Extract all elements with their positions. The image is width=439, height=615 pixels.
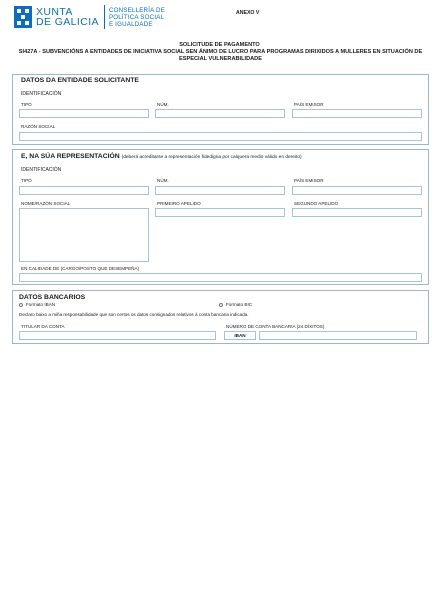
rep-position-field[interactable]: [19, 273, 422, 282]
rep-country-field[interactable]: [292, 186, 422, 195]
rep-num-field[interactable]: [155, 186, 285, 195]
rep-type-field[interactable]: [19, 186, 149, 195]
iban-format-radio[interactable]: [19, 302, 55, 307]
account-holder-field[interactable]: [19, 331, 216, 340]
form-subtitle: SI427A - SUBVENCIÓNS A ENTIDADES DE INICIATIVA SOCIAL SEN ÁNIMO DE LUCRO PARA PROGRAMAS DIRIXIDOS A MULLERES EN SITUACIÓN DE ESPECIAL VULNERABILIDADE: [18, 49, 423, 62]
document-header: [14, 4, 434, 30]
identification-heading: IDENTIFICACIÓN: [21, 167, 62, 173]
entity-section: [12, 74, 429, 145]
account-number-field[interactable]: [259, 331, 417, 340]
annex-label: ANEXO V: [236, 10, 260, 16]
entity-country-field[interactable]: [292, 109, 422, 118]
entity-num-field[interactable]: [155, 109, 285, 118]
bic-format-radio[interactable]: [219, 302, 252, 307]
name-label: NOME/RAZÓN SOCIAL: [21, 201, 71, 206]
type-label: TIPO: [21, 102, 32, 107]
rep-surname1-field[interactable]: [155, 208, 285, 217]
bank-section: [12, 290, 429, 344]
holder-label: TITULAR DA CONTA: [21, 324, 65, 329]
type-label: TIPO: [21, 178, 32, 183]
bank-declaration: Declaro baixo a miña responsabilidade que son certos os datos consignados relativos á conta bancaria indicada.: [19, 312, 249, 317]
department-line3: E IGUALDADE: [108, 20, 153, 28]
country-label: PAÍS EMISOR: [294, 102, 324, 107]
radio-icon: [219, 303, 223, 307]
form-title: SOLICITUDE DE PAGAMENTO: [179, 42, 260, 48]
num-label: NÚM.: [157, 102, 169, 107]
logo-divider: [104, 5, 105, 29]
country-label: PAÍS EMISOR: [294, 178, 324, 183]
identification-heading: IDENTIFICACIÓN: [21, 91, 62, 97]
num-label: NÚM.: [157, 178, 169, 183]
xunta-logo: [14, 4, 194, 30]
section-title: DATOS BANCARIOS: [19, 294, 86, 301]
rep-surname2-field[interactable]: [292, 208, 422, 217]
entity-type-field[interactable]: [19, 109, 149, 118]
company-name-field[interactable]: [19, 132, 422, 141]
bic-format-label: Formato BIC: [226, 302, 253, 307]
representation-section: [12, 149, 429, 285]
section-title: DATOS DA ENTIDADE SOLICITANTE: [21, 77, 139, 84]
surname2-label: SEGUNDO APELIDO: [294, 201, 339, 206]
section-title: E, NA SÚA REPRESENTACIÓN (deberá acreditarse a representación fidedigna por calquera medio válido en dereito): [21, 153, 302, 160]
account-number-label: NÚMERO DE CONTA BANCARIA (24 DÍXITOS): [226, 324, 325, 329]
rep-name-field[interactable]: [19, 208, 149, 262]
department-line2: POLÍTICA SOCIAL: [108, 13, 165, 21]
logo-line2: DE GALICIA: [36, 16, 99, 28]
department-line1: CONSELLERÍA DE: [108, 6, 166, 14]
iban-format-label: Formato IBAN: [26, 302, 56, 307]
position-label: EN CALIDADE DE (CARGO/POSTO QUE DESEMPEÑA): [21, 266, 140, 271]
company-name-label: RAZÓN SOCIAL: [21, 124, 56, 129]
xunta-emblem-icon: [14, 6, 32, 28]
iban-prefix-label: IBAN: [224, 331, 256, 340]
logo-line1: XUNTA: [36, 6, 73, 18]
radio-icon: [19, 303, 23, 307]
representation-note: (deberá acreditarse a representación fidedigna por calquera medio válido en dereito): [121, 155, 302, 160]
surname1-label: PRIMEIRO APELIDO: [157, 201, 201, 206]
